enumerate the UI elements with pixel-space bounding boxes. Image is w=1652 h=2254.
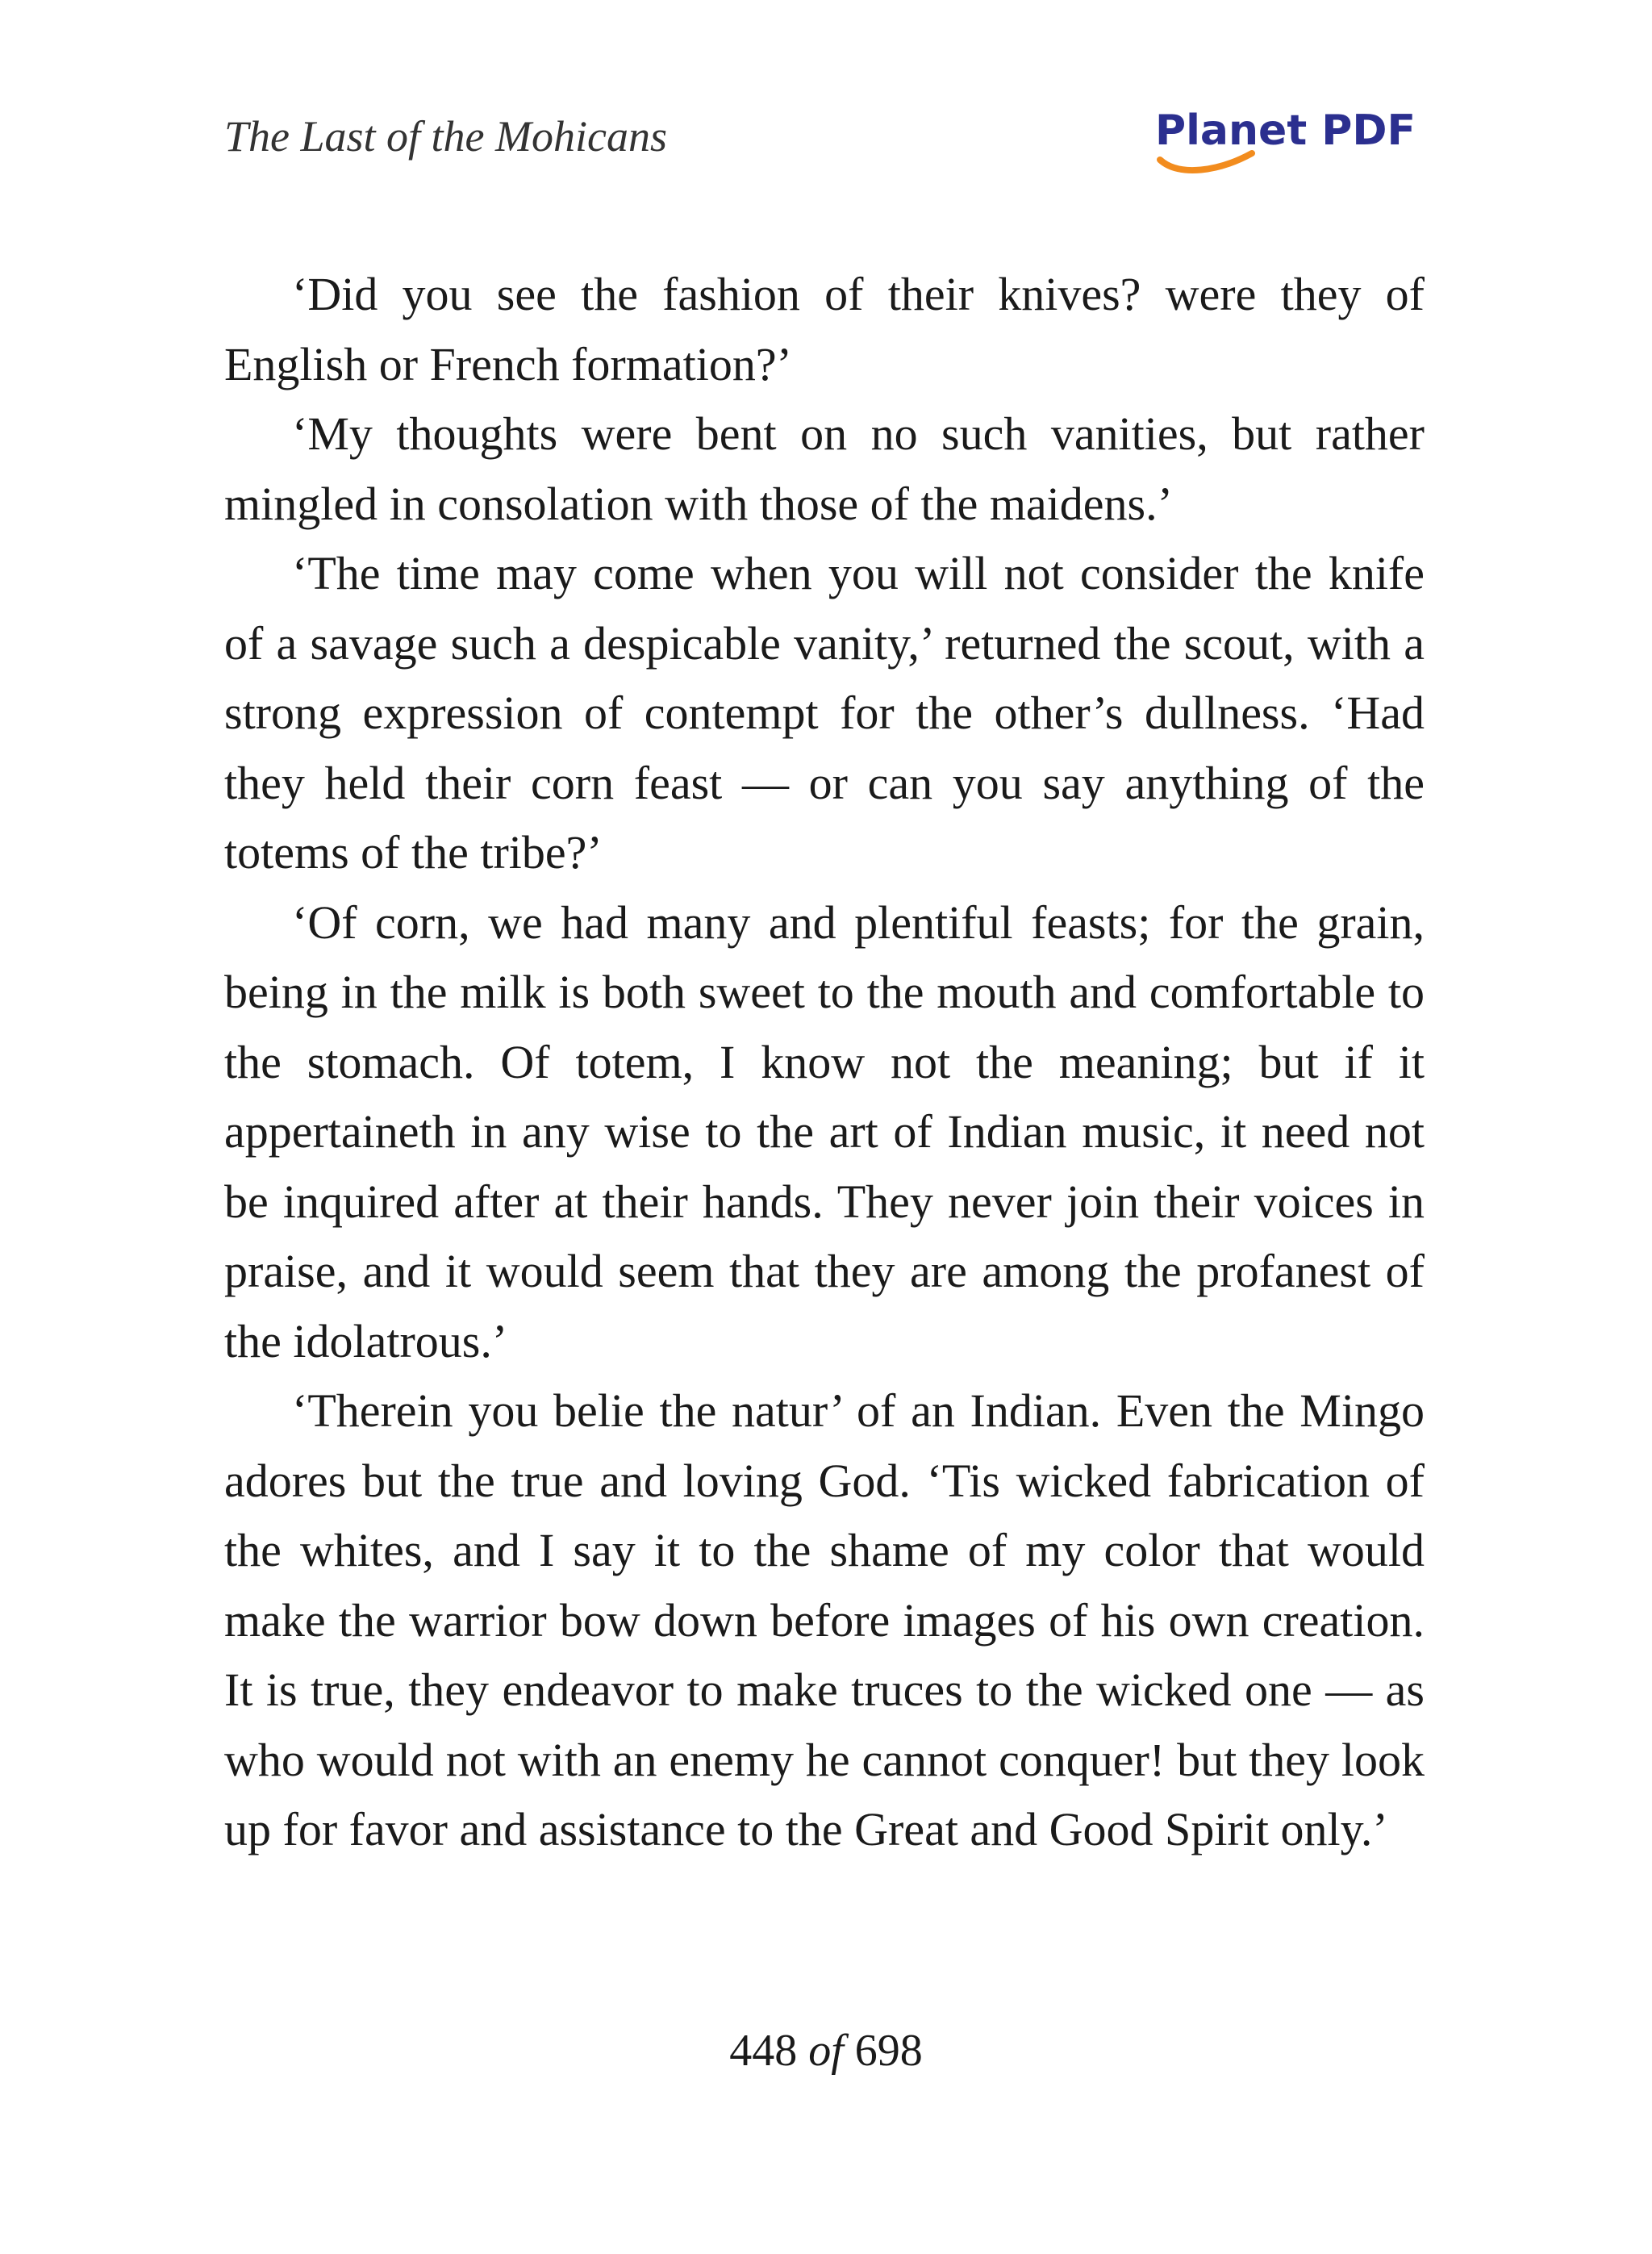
page-number bbox=[0, 2025, 1652, 2077]
page-header bbox=[0, 97, 1652, 186]
page-body bbox=[224, 260, 1425, 1865]
page-of-label: of bbox=[808, 2026, 844, 2076]
logo-text: Planet PDF bbox=[1155, 106, 1416, 155]
total-pages: 698 bbox=[854, 2026, 923, 2076]
paragraph: ‘My thoughts were bent on no such vanities, but rather mingled in consolation with those of the maidens.’ bbox=[224, 407, 1425, 530]
paragraph: ‘Of corn, we had many and plentiful feasts; for the grain, being in the milk is both sweet to the mouth and comfortable to the stomach. Of totem, I know not the meaning; but if it appertaineth in any wise to the art of Indian music, it need not be inquired after at their hands. They never join their voices in praise, and it would seem that they are among the profanest of the idolatrous.’ bbox=[224, 895, 1425, 1367]
paragraph: ‘The time may come when you will not consider the knife of a savage such a despicable vanity,’ returned the scout, with a strong expression of contempt for the other’s dullness. ‘Had they held their corn feast — or can you say anything of the totems of the tribe?’ bbox=[224, 547, 1425, 879]
book-title: The Last of the Mohicans bbox=[224, 112, 667, 161]
planet-pdf-logo bbox=[1155, 97, 1429, 186]
paragraph: ‘Did you see the fashion of their knives? were they of English or French formation?’ bbox=[224, 268, 1425, 390]
current-page: 448 bbox=[729, 2026, 798, 2076]
paragraph: ‘Therein you belie the natur’ of an Indian. Even the Mingo adores but the true and loving God. ‘Tis wicked fabrication of the whites, and I say it to the shame of my color that would make the warrior bow down before images of his own creation. It is true, they endeavor to make truces to the wicked one — as who would not with an enemy he cannot conquer! but they look up for favor and assistance to the Great and Good Spirit only.’ bbox=[224, 1384, 1425, 1855]
